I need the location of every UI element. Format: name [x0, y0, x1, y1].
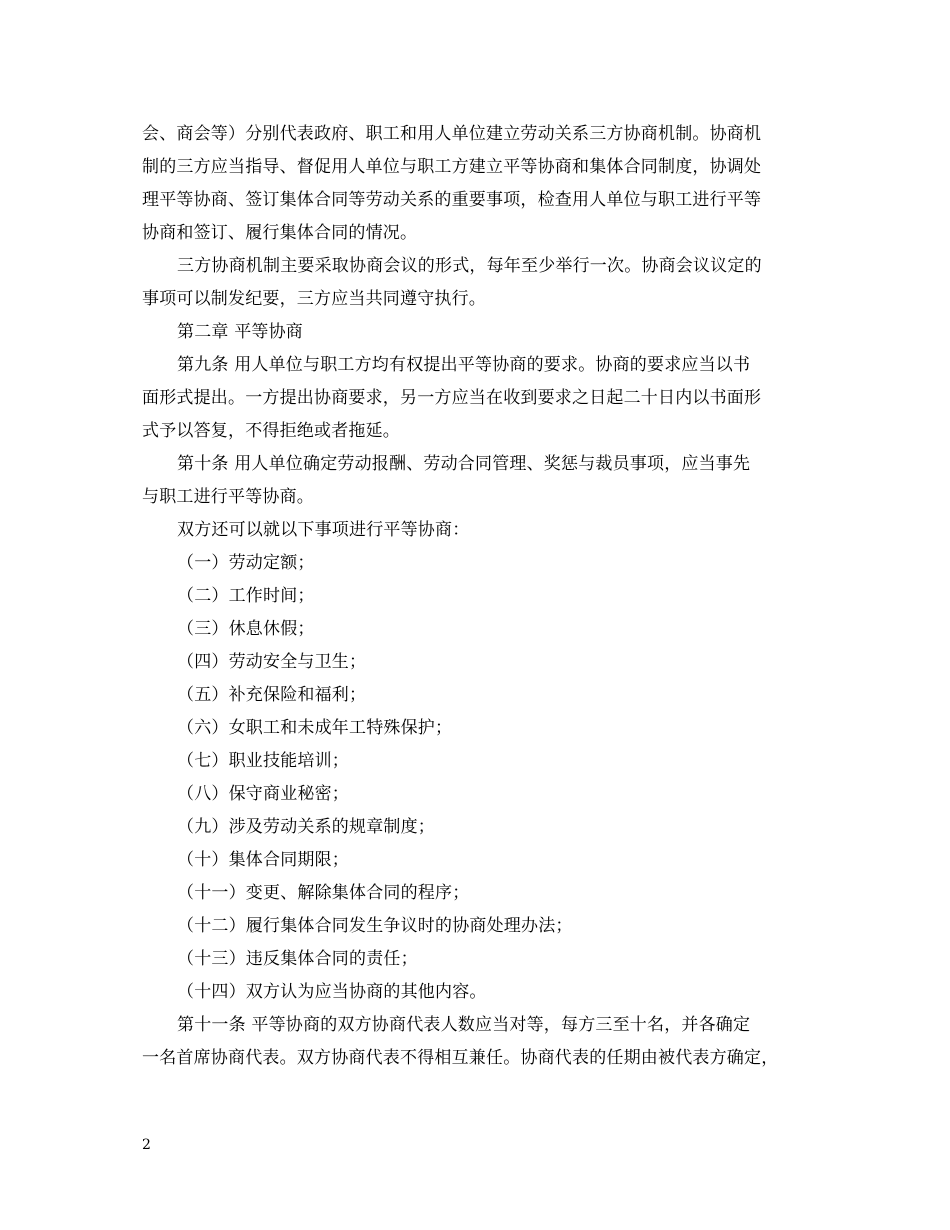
article-line: 第九条 用人单位与职工方均有权提出平等协商的要求。协商的要求应当以书 — [177, 355, 751, 375]
list-item: （八）保守商业秘密； — [177, 784, 349, 804]
list-item: （九）涉及劳动关系的规章制度； — [177, 817, 435, 837]
paragraph-line: 协商和签订、履行集体合同的情况。 — [142, 223, 418, 243]
list-item: （一）劳动定额； — [177, 553, 315, 573]
article-line: 第十条 用人单位确定劳动报酬、劳动合同管理、奖惩与裁员事项，应当事先 — [177, 454, 751, 474]
paragraph-line: 一名首席协商代表。双方协商代表不得相互兼任。协商代表的任期由被代表方确定， — [142, 1048, 779, 1068]
paragraph-line: 与职工进行平等协商。 — [142, 487, 314, 507]
paragraph-line: 式予以答复，不得拒绝或者拖延。 — [142, 421, 400, 441]
list-item: （五）补充保险和福利； — [177, 685, 367, 705]
list-item: （十二）履行集体合同发生争议时的协商处理办法； — [177, 916, 573, 936]
paragraph-line: 三方协商机制主要采取协商会议的形式，每年至少举行一次。协商会议议定的 — [177, 256, 762, 276]
list-item: （二）工作时间； — [177, 586, 315, 606]
paragraph-line: 会、商会等）分别代表政府、职工和用人单位建立劳动关系三方协商机制。协商机 — [142, 124, 762, 144]
paragraph-line: 面形式提出。一方提出协商要求，另一方应当在收到要求之日起二十日内以书面形 — [142, 388, 762, 408]
chapter-heading: 第二章 平等协商 — [177, 322, 304, 342]
list-item: （六）女职工和未成年工特殊保护； — [177, 718, 453, 738]
list-item: （十一）变更、解除集体合同的程序； — [177, 883, 470, 903]
paragraph-line: 制的三方应当指导、督促用人单位与职工方建立平等协商和集体合同制度，协调处 — [142, 157, 762, 177]
page-number: 2 — [142, 1137, 151, 1153]
list-item: （十三）违反集体合同的责任； — [177, 949, 418, 969]
list-item: （十四）双方认为应当协商的其他内容。 — [177, 982, 487, 1002]
list-item: （四）劳动安全与卫生； — [177, 652, 367, 672]
list-item: （十）集体合同期限； — [177, 850, 349, 870]
list-item: （三）休息休假； — [177, 619, 315, 639]
body-text — [142, 118, 822, 1075]
paragraph-line: 理平等协商、签订集体合同等劳动关系的重要事项，检查用人单位与职工进行平等 — [142, 190, 762, 210]
paragraph-line: 双方还可以就以下事项进行平等协商： — [177, 520, 470, 540]
paragraph-line: 事项可以制发纪要，三方应当共同遵守执行。 — [142, 289, 486, 309]
list-item: （七）职业技能培训； — [177, 751, 349, 771]
article-line: 第十一条 平等协商的双方协商代表人数应当对等，每方三至十名，并各确定 — [177, 1015, 751, 1035]
